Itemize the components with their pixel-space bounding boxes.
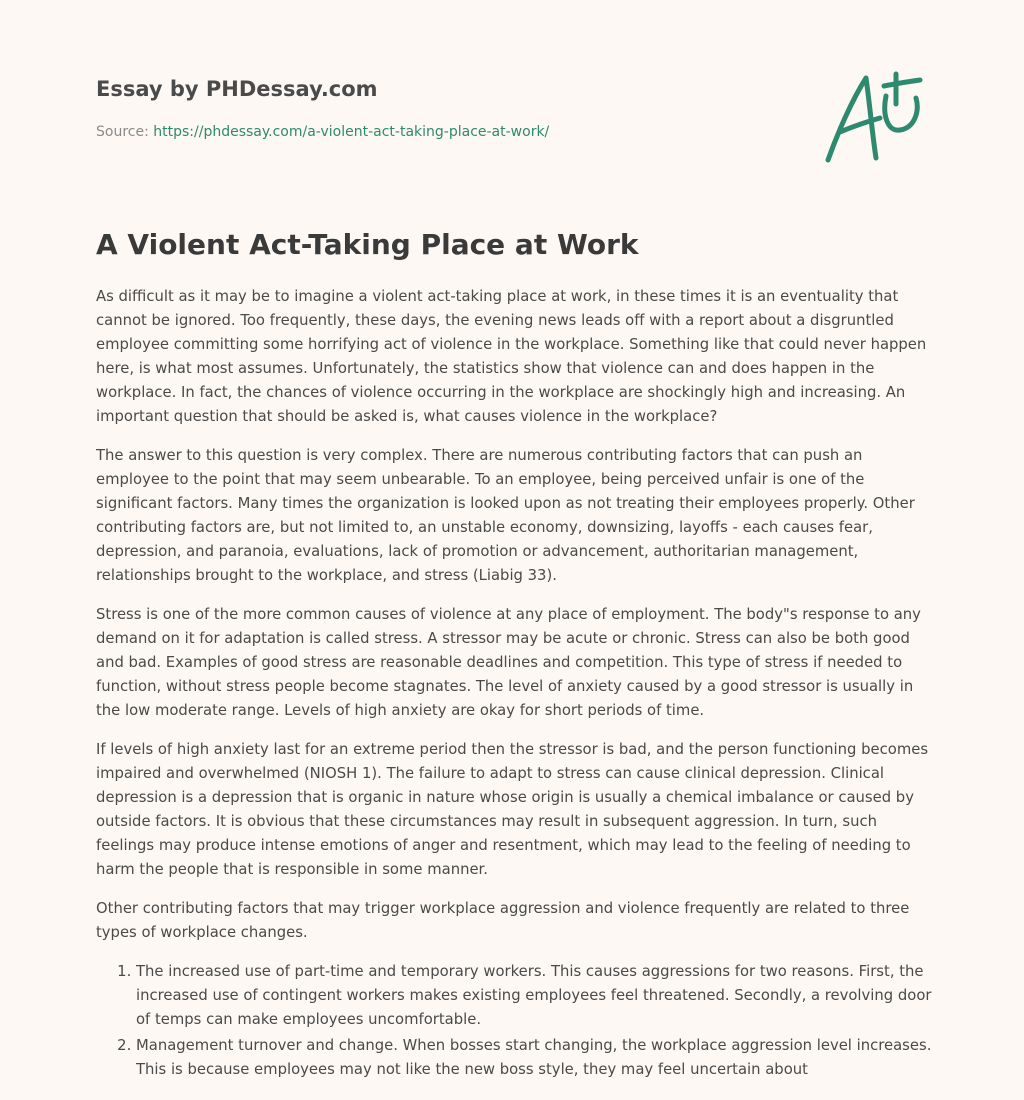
paragraph-2: The answer to this question is very complex. There are numerous contributing factors that can push an employee to the point that may seem unbearable. To an employee, being perceived unfair is one of the significant factors. Many times the organization is looked upon as not treating their employees properly. Other contributing factors are, but not limited to, an unstable economy, downsizing, layoffs - each causes fear, depression, and paranoia, evaluations, lack of promotion or advancement, authoritarian management, relationships brought to the workplace, and stress (Liabig 33). <box>96 447 915 584</box>
source-link[interactable]: https://phdessay.com/a-violent-act-taking-place-at-work/ <box>153 124 550 140</box>
source-line <box>96 122 928 142</box>
paragraph-3: Stress is one of the more common causes of violence at any place of employment. The body"s response to any demand on it for adaptation is called stress. A stressor may be acute or chronic. Stress can also be both good and bad. Examples of good stress are reasonable deadlines and competition. This type of stress if needed to function, without stress people become stagnates. The level of anxiety caused by a good stressor is usually in the low moderate range. Levels of high anxiety are okay for short periods of time. <box>96 606 921 719</box>
list-item: 2. Management turnover and change. When bosses start changing, the workplace aggression level increases. This is because employees may not like the new boss style, they may feel uncertain about <box>136 1034 934 1082</box>
essay-body <box>96 285 934 1084</box>
paragraph-5: Other contributing factors that may trigger workplace aggression and violence frequently are related to three types of workplace changes. <box>96 900 910 941</box>
paragraph-1: As difficult as it may be to imagine a violent act-taking place at work, in these times it is an eventuality that cannot be ignored. Too frequently, these days, the evening news leads off with a report about a disgruntled employee committing some horrifying act of violence in the workplace. Something like that could never happen here, is what most assumes. Unfortunately, the statistics show that violence can and does happen in the workplace. In fact, the chances of violence occurring in the workplace are shockingly high and increasing. An important question that should be asked is, what causes violence in the workplace? <box>96 288 927 425</box>
list-item: 1. The increased use of part-time and temporary workers. This causes aggressions for two reasons. First, the increased use of contingent workers makes existing employees feel threatened. Secondly, a revolving door of temps can make employees uncomfortable. <box>136 960 934 1032</box>
source-label: Source: <box>96 124 149 140</box>
page-header <box>96 74 928 142</box>
essay-title: A Violent Act-Taking Place at Work <box>96 228 639 261</box>
workplace-changes-list <box>96 960 934 1082</box>
paragraph-4: If levels of high anxiety last for an extreme period then the stressor is bad, and the person functioning becomes impaired and overwhelmed (NIOSH 1). The failure to adapt to stress can cause clinical depression. Clinical depression is a depression that is organic in nature whose origin is usually a chemical imbalance or caused by outside factors. It is obvious that these circumstances may result in subsequent aggression. In turn, such feelings may produce intense emotions of anger and resentment, which may lead to the feeling of needing to harm the people that is responsible in some manner. <box>96 741 929 878</box>
a-plus-logo-svg <box>822 66 926 164</box>
site-brand: Essay by PHDessay.com <box>96 77 378 101</box>
a-plus-logo-icon <box>822 66 926 164</box>
